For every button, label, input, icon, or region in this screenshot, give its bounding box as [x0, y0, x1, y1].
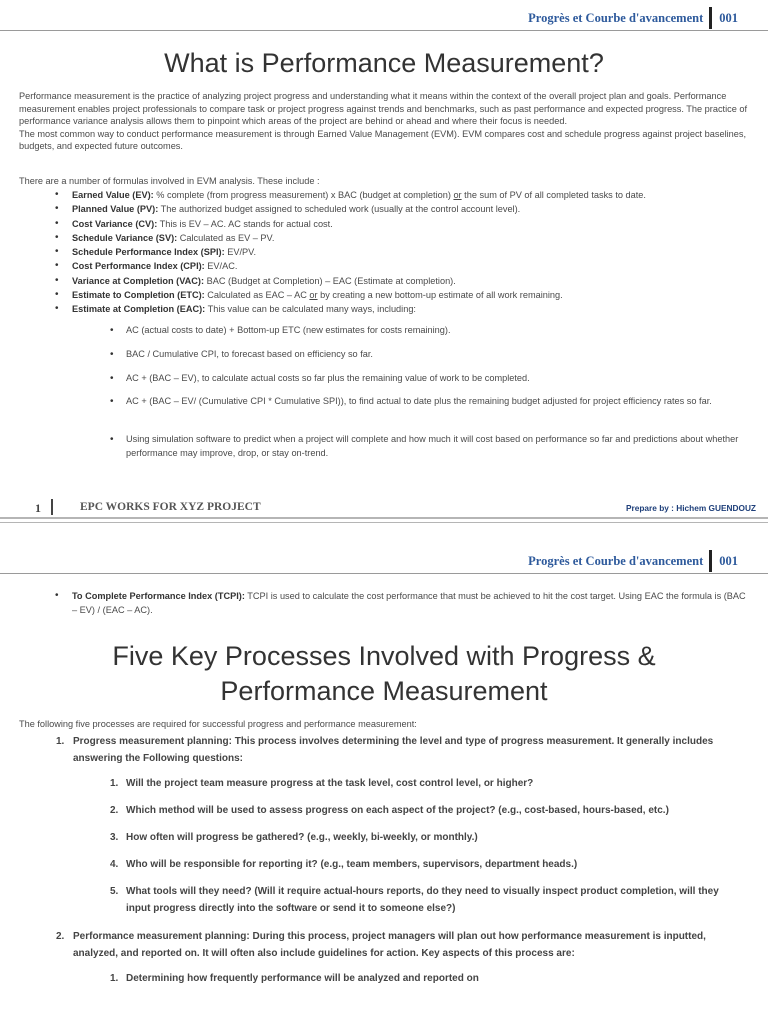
list-item: 2. Performance measurement planning: During this process, project managers will plan out how performance measurement is inputted, analyzed, and reported on. It will often also include guidelines for action. Key aspects of this process are:: [56, 931, 706, 959]
list-item: • Schedule Performance Index (SPI): EV/PV.: [52, 245, 748, 259]
page-title: What is Performance Measurement?: [164, 48, 604, 78]
process-list: [52, 734, 744, 767]
formula-term: Estimate to Completion (ETC):: [72, 290, 205, 301]
list-item: • Cost Variance (CV): This is EV – AC. AC stands for actual cost.: [52, 217, 748, 231]
intro-paragraph: [19, 90, 748, 153]
formula-term: Schedule Performance Index (SPI):: [72, 247, 225, 258]
header-title: Progrès et Courbe d'avancement: [528, 10, 704, 25]
formula-term: Variance at Completion (VAC):: [72, 275, 205, 286]
list-item: 1. Progress measurement planning: This process involves determining the level and type of progress measurement. It generally includes answering the Following questions:: [56, 736, 714, 764]
section-title-line-2: Performance Measurement: [220, 676, 548, 706]
formula-term: Estimate at Completion (EAC):: [72, 304, 206, 315]
section-title-line-1: Five Key Processes Involved with Progress &: [112, 641, 656, 671]
header-title: Progrès et Courbe d'avancement: [528, 553, 704, 568]
formula-term: Cost Variance (CV):: [72, 218, 158, 229]
list-item: 1. Determining how frequently performance will be analyzed and reported on: [110, 973, 479, 984]
list-item: • Variance at Completion (VAC): BAC (Budget at Completion) – EAC (Estimate at completion).: [52, 274, 748, 288]
footer-rule: [0, 517, 768, 523]
list-item: • To Complete Performance Index (TCPI): TCPI is used to calculate the cost performance that must be achieved to hit the cost target. Using EAC the formula is (BAC – EV) / (EAC – AC).: [52, 589, 748, 618]
page-header: [528, 7, 738, 29]
section-title: [0, 639, 768, 709]
list-item: • Schedule Variance (SV): Calculated as EV – PV.: [52, 231, 748, 245]
formula-term: Planned Value (PV):: [72, 204, 159, 215]
list-item: • AC + (BAC – EV), to calculate actual costs so far plus the remaining value of work to be completed.: [106, 372, 744, 386]
header-number: 001: [719, 10, 738, 25]
list-item: 4. Who will be responsible for reporting it? (e.g., team members, supervisors, department heads.): [110, 859, 578, 870]
page-footer: [0, 497, 768, 519]
list-item: • AC + (BAC – EV/ (Cumulative CPI * Cumulative SPI)), to find actual to date plus the remaining budget adjusted for project efficiency rates so far.: [106, 395, 744, 409]
formula-term: To Complete Performance Index (TCPI):: [72, 591, 245, 601]
header-rule: [0, 30, 768, 31]
footer-page-number: 1: [35, 501, 41, 515]
aspects-list: [106, 971, 744, 988]
page-header: [528, 550, 738, 572]
footer-project: EPC WORKS FOR XYZ PROJECT: [80, 501, 261, 513]
formula-term: Schedule Variance (SV):: [72, 232, 178, 243]
list-item: • AC (actual costs to date) + Bottom-up ETC (new estimates for costs remaining).: [106, 324, 744, 338]
list-item: • Estimate to Completion (ETC): Calculated as EAC – AC or by creating a new bottom-up estimate of all work remaining.: [52, 288, 748, 302]
process-list-2: [52, 929, 744, 962]
list-item: 2. Which method will be used to assess progress on each aspect of the project? (e.g., cost-based, hours-based, etc.): [110, 805, 669, 816]
tcpi-list: [52, 589, 748, 618]
formula-term: Earned Value (EV):: [72, 190, 154, 200]
list-item: • Cost Performance Index (CPI): EV/AC.: [52, 259, 748, 273]
list-item: 3. How often will progress be gathered? (e.g., weekly, bi-weekly, or monthly.): [110, 832, 478, 843]
list-item: • BAC / Cumulative CPI, to forecast based on efficiency so far.: [106, 348, 744, 362]
footer-prepared-by: Prepare by : Hichem GUENDOUZ: [625, 503, 756, 513]
list-item: • Earned Value (EV): % complete (from progress measurement) x BAC (budget at completion) or the sum of PV of all completed tasks to date.: [52, 188, 748, 202]
list-item: • Estimate at Completion (EAC): This value can be calculated many ways, including:: [52, 302, 748, 316]
processes-lead: The following five processes are required for successful progress and performance measurement:: [19, 719, 417, 729]
intro-text-2: The most common way to conduct performance measurement is through Earned Value Management (EVM). EVM compares cost and schedule progress against project baselines, budgets, and expected future outcomes.: [19, 128, 747, 152]
list-item: • Using simulation software to predict when a project will complete and how much it will cost based on performance so far and predictions about whether performance may improve, drop, or stay on-trend.: [106, 433, 744, 460]
list-item: 1. Will the project team measure progress at the task level, cost control level, or higher?: [110, 778, 534, 789]
list-item: • Planned Value (PV): The authorized budget assigned to scheduled work (usually at the control account level).: [52, 202, 748, 216]
header-number: 001: [719, 553, 738, 568]
header-rule: [0, 573, 768, 574]
footer-divider: [51, 499, 53, 515]
formula-list: [52, 188, 748, 317]
list-item: 5. What tools will they need? (Will it require actual-hours reports, do they need to visually inspect product completion, will they input progress directly into the software or send it to someone else?): [110, 886, 719, 914]
intro-text-1: Performance measurement is the practice of analyzing project progress and understanding what it means within the context of the overall project plan and goals. Performance measurement enables project professionals to compare task or project progress against trends and benchmarks, such as past performance and expected progress. The practice of performance variance analysis allows them to pinpoint which areas of the project are behind or ahead and where their focus is needed.: [19, 91, 748, 127]
formulas-lead: There are a number of formulas involved in EVM analysis. These include :: [19, 176, 320, 186]
formula-term: Cost Performance Index (CPI):: [72, 261, 205, 272]
